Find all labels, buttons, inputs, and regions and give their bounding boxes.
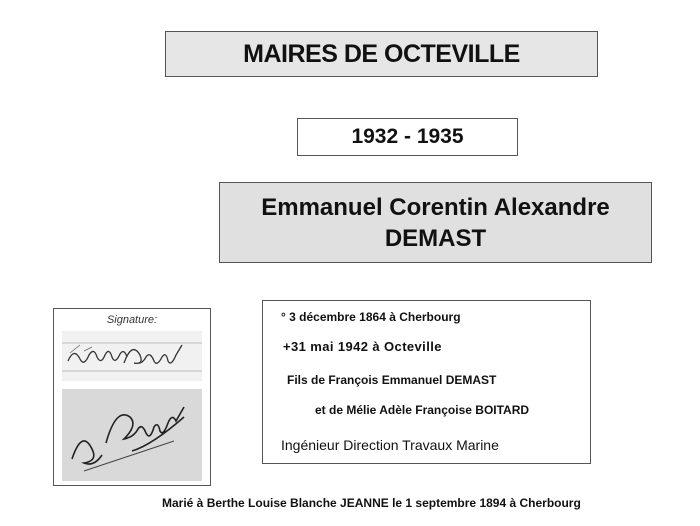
mayor-name-box bbox=[219, 182, 652, 263]
title-box bbox=[165, 31, 598, 77]
signature-panel bbox=[53, 308, 211, 486]
signature-label: Signature: bbox=[106, 314, 158, 326]
signature-image-top bbox=[62, 331, 202, 381]
biography-panel bbox=[262, 300, 591, 464]
father-line: Fils de François Emmanuel DEMAST bbox=[287, 373, 497, 387]
page-title: MAIRES DE OCTEVILLE bbox=[243, 39, 520, 68]
term-years-box bbox=[297, 118, 518, 156]
mayor-name-line2: DEMAST bbox=[384, 224, 487, 252]
death-line: +31 mai 1942 à Octeville bbox=[283, 339, 442, 354]
mother-line: et de Mélie Adèle Françoise BOITARD bbox=[315, 403, 530, 417]
signature-image-bottom bbox=[62, 389, 202, 481]
mayor-name-line1: Emmanuel Corentin Alexandre bbox=[261, 193, 610, 221]
profession-line: Ingénieur Direction Travaux Marine bbox=[281, 437, 499, 453]
birth-line: ° 3 décembre 1864 à Cherbourg bbox=[281, 310, 461, 324]
marriage-line: Marié à Berthe Louise Blanche JEANNE le 1 septembre 1894 à Cherbourg bbox=[162, 496, 581, 510]
term-years: 1932 - 1935 bbox=[351, 125, 464, 148]
